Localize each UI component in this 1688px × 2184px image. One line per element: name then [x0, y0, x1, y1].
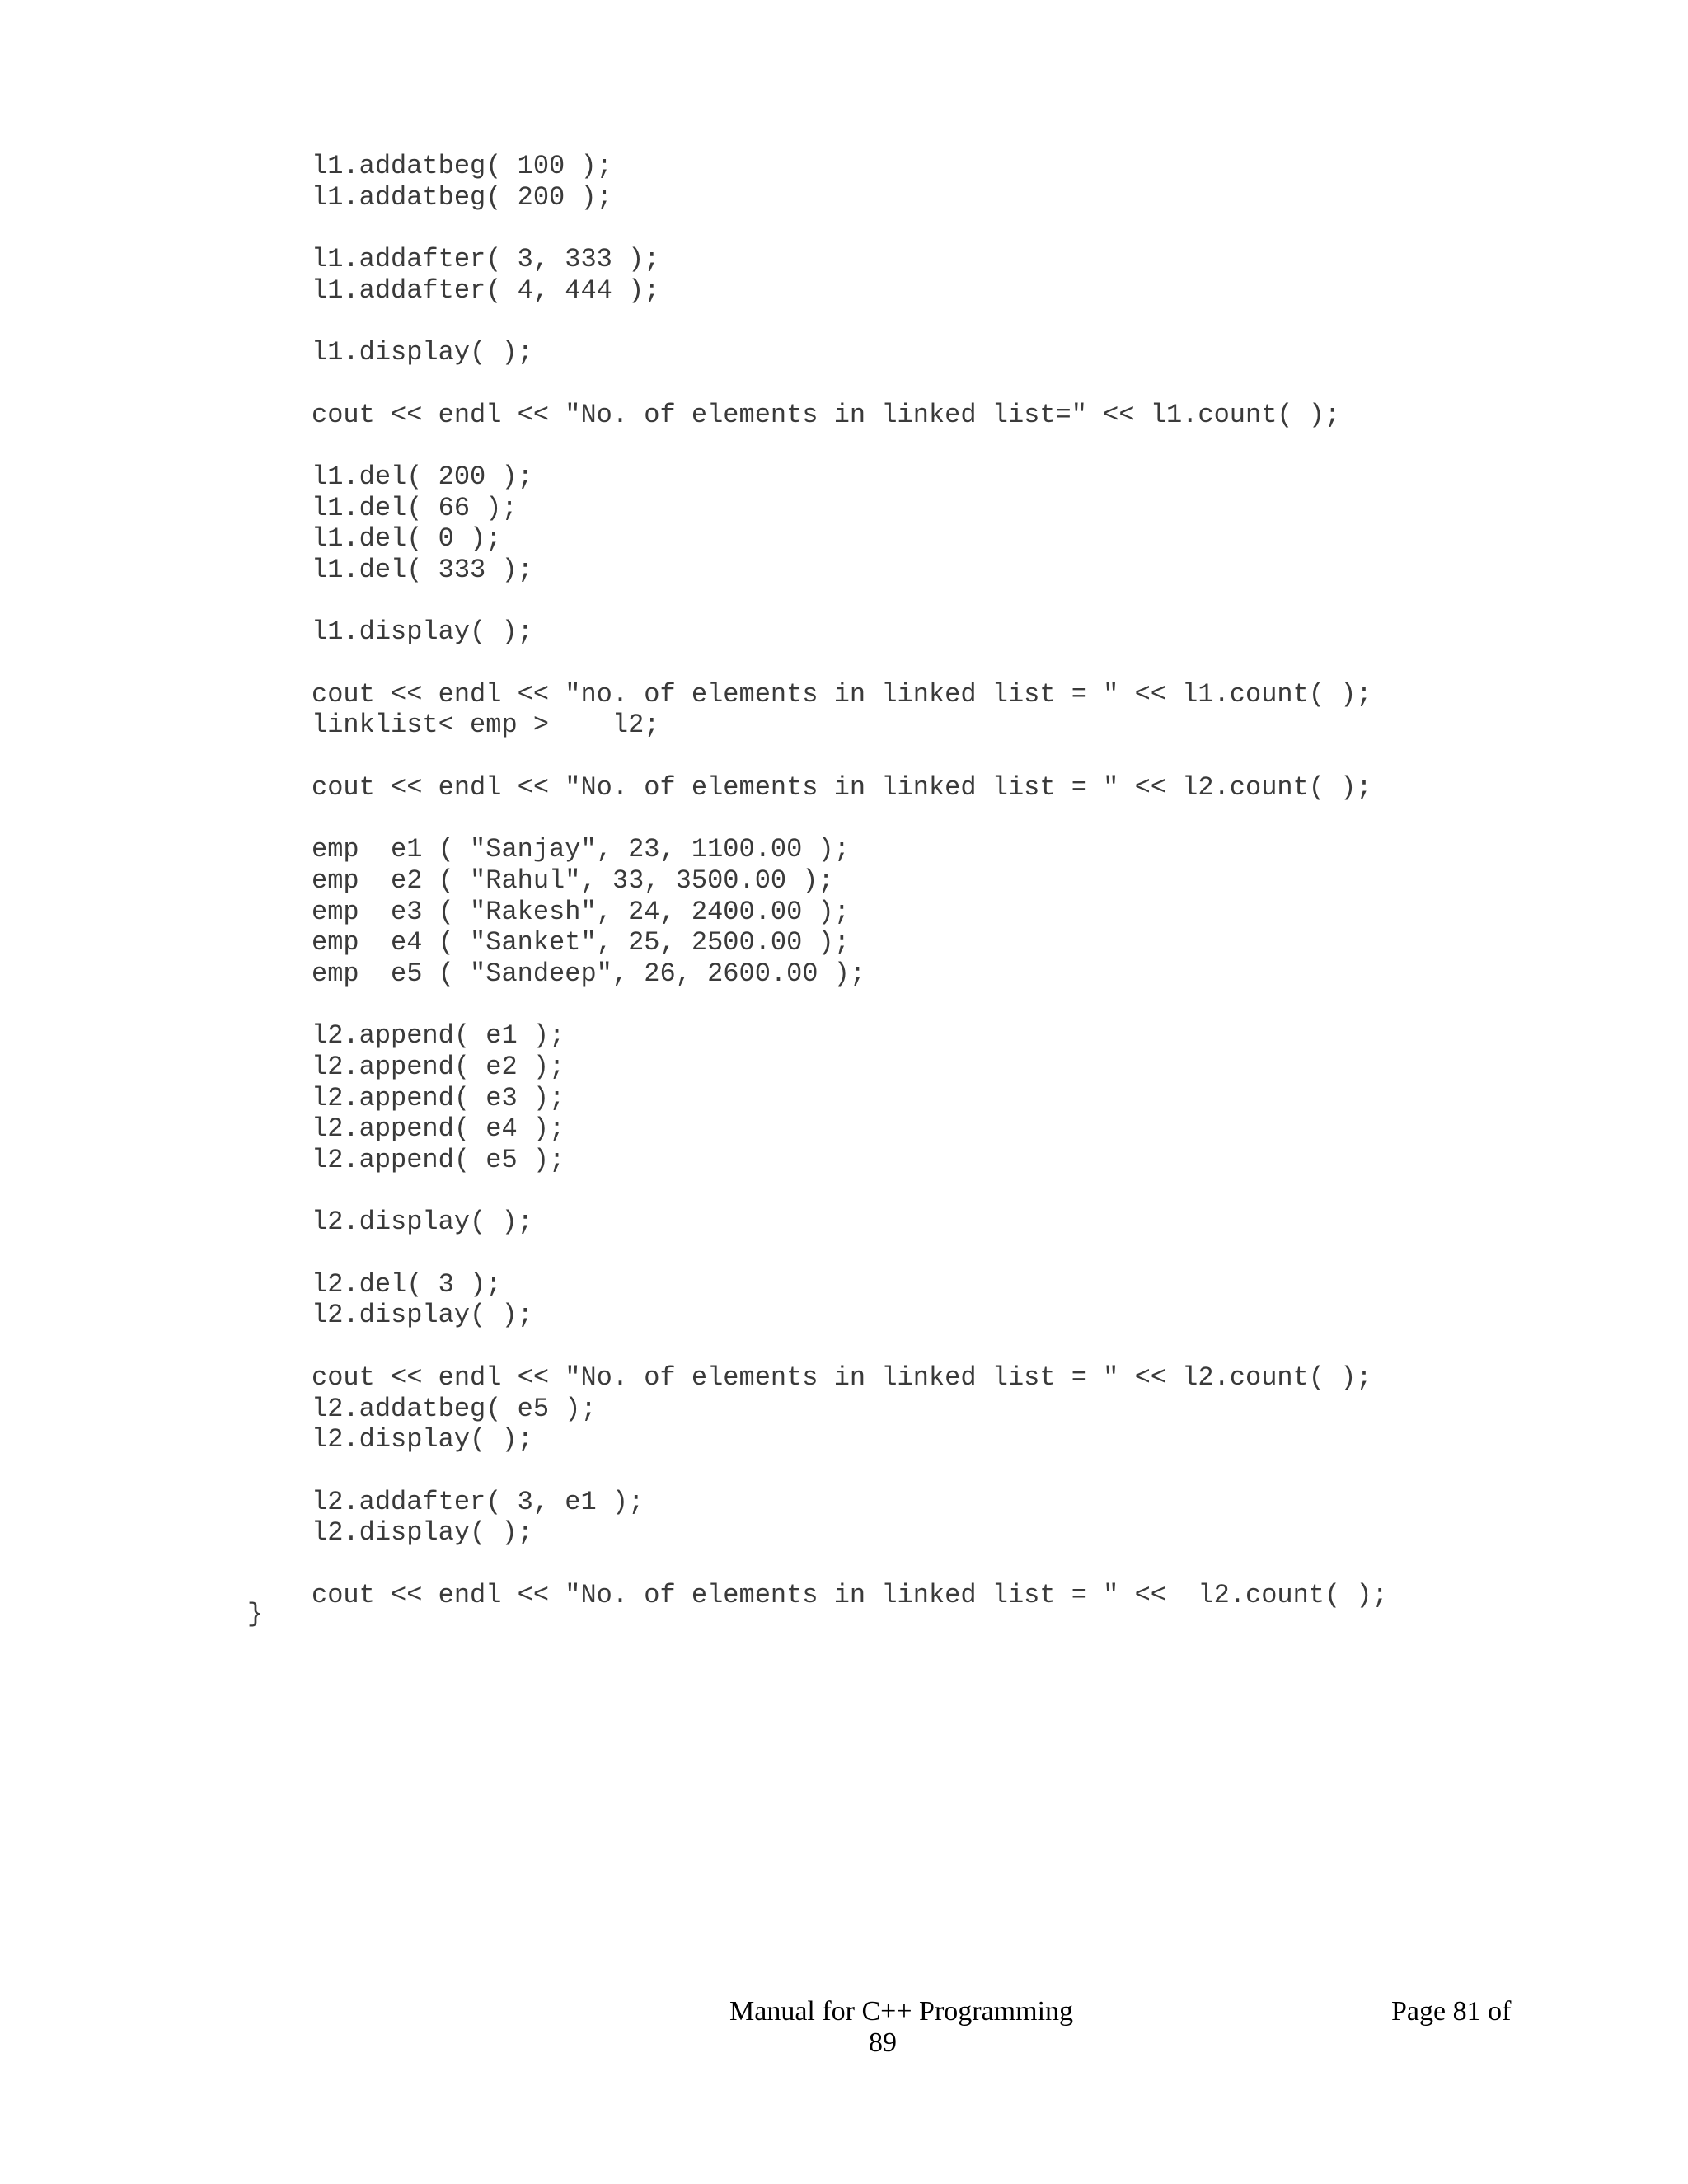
code-line: l2.append( e1 ); [312, 1020, 565, 1052]
code-line: l2.append( e5 ); [312, 1145, 565, 1175]
code-line: l1.addatbeg( 100 ); [312, 151, 612, 181]
code-line: l2.display( ); [312, 1424, 533, 1455]
footer-page-number: Page 81 of [1391, 1996, 1512, 2027]
code-line [312, 213, 1388, 244]
code-line: l1.del( 200 ); [312, 461, 533, 492]
code-line: emp e5 ( "Sandeep", 26, 2600.00 ); [312, 958, 866, 989]
code-line [312, 1176, 1388, 1207]
code-line: cout << endl << "No. of elements in linked list = " << l2.count( ); [312, 1361, 1372, 1393]
code-line: l2.append( e3 ); [312, 1082, 565, 1113]
code-line: cout << endl << "no. of elements in linked list = " << l1.count( ); [312, 678, 1372, 710]
code-line [312, 1549, 1388, 1580]
code-line: emp e3 ( "Rakesh", 24, 2400.00 ); [312, 896, 850, 927]
code-line [312, 306, 1388, 337]
code-line: cout << endl << "No. of elements in linked list=" << l1.count( ); [312, 399, 1341, 430]
code-line: cout << endl << "No. of elements in linked list = " << l2.count( ); [312, 771, 1372, 803]
code-line [312, 741, 1388, 772]
code-line: emp e1 ( "Sanjay", 23, 1100.00 ); [312, 834, 850, 865]
code-line: l2.addafter( 3, e1 ); [312, 1486, 645, 1517]
code-line: l1.del( 66 ); [312, 492, 518, 523]
code-block [312, 151, 1388, 1610]
code-line: l2.display( ); [312, 1517, 533, 1549]
code-line [312, 1331, 1388, 1362]
code-line: l2.display( ); [312, 1207, 533, 1238]
code-line [312, 368, 1388, 400]
code-line [312, 1238, 1388, 1269]
code-line: l1.del( 333 ); [312, 554, 533, 585]
code-line: l2.del( 3 ); [312, 1268, 502, 1300]
code-line [312, 430, 1388, 462]
footer-total-pages: 89 [869, 2027, 897, 2058]
code-line: l2.append( e2 ); [312, 1051, 565, 1082]
code-line: cout << endl << "No. of elements in linked list = " << l2.count( ); [312, 1579, 1388, 1610]
code-line: l2.display( ); [312, 1300, 533, 1331]
code-line: emp e2 ( "Rahul", 33, 3500.00 ); [312, 865, 834, 896]
code-line: linklist< emp > l2; [312, 710, 660, 741]
code-line [312, 803, 1388, 834]
code-line [312, 1455, 1388, 1487]
footer-title: Manual for C++ Programming [729, 1996, 1074, 2027]
code-line: l1.display( ); [312, 337, 533, 368]
code-line [312, 586, 1388, 617]
closing-brace: } [247, 1599, 264, 1629]
code-line: l1.addafter( 3, 333 ); [312, 244, 660, 275]
code-line [312, 648, 1388, 679]
code-line: l1.del( 0 ); [312, 523, 502, 555]
code-line: l1.addafter( 4, 444 ); [312, 274, 660, 306]
code-line: emp e4 ( "Sanket", 25, 2500.00 ); [312, 927, 850, 958]
code-line: l1.addatbeg( 200 ); [312, 181, 612, 213]
code-line: l1.display( ); [312, 616, 533, 648]
code-line: l2.addatbeg( e5 ); [312, 1393, 597, 1424]
code-line [312, 990, 1388, 1021]
code-line: l2.append( e4 ); [312, 1113, 565, 1145]
